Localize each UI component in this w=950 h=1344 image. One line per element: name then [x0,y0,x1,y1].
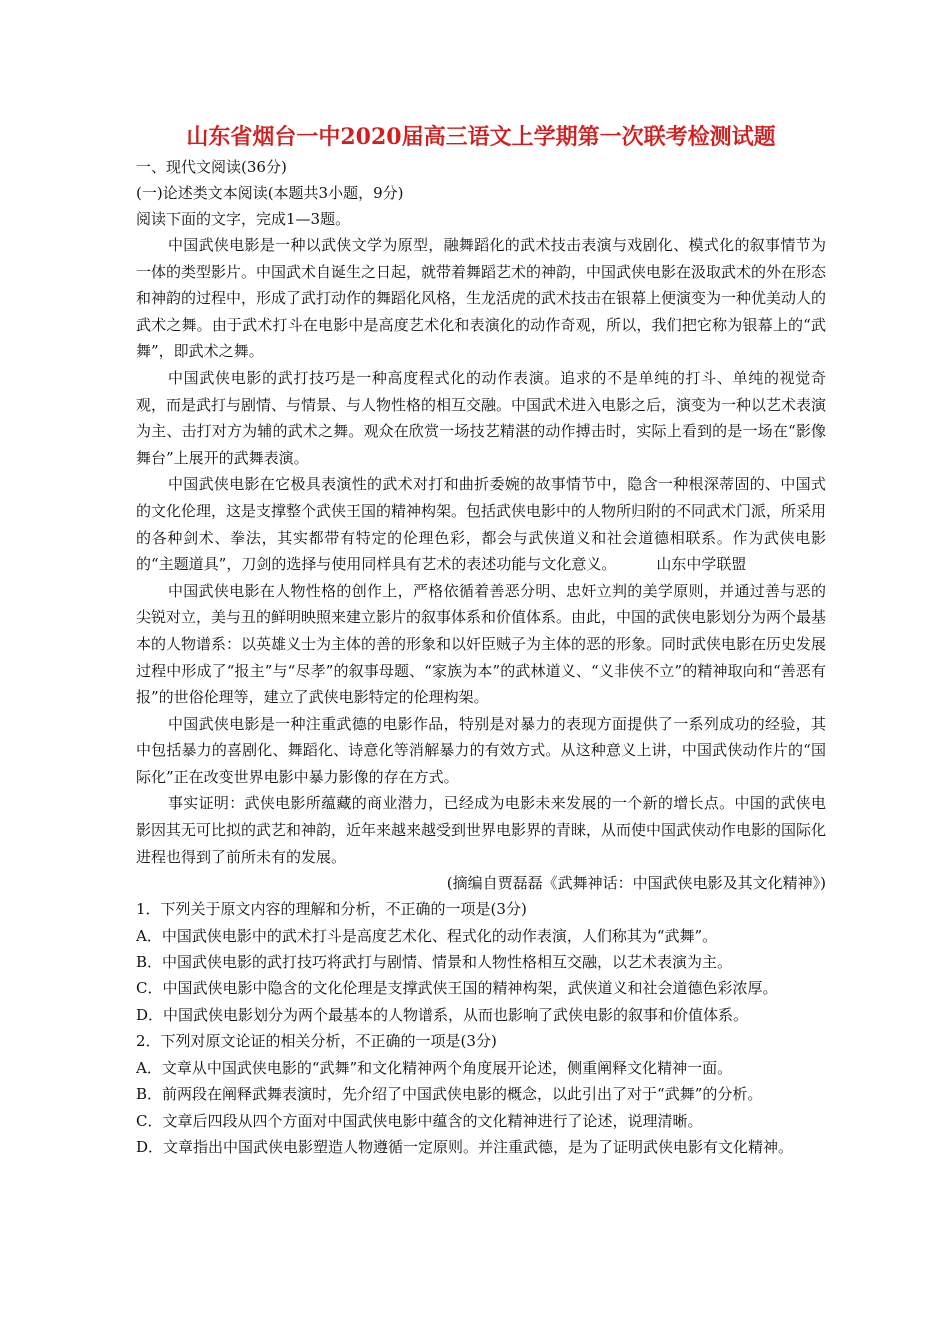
question-1-option-c: C．中国武侠电影中隐含的文化伦理是支撑武侠王国的精神构架，武侠道义和社会道德色彩浓厚。 [136,979,778,998]
question-1-stem: 1．下列关于原文内容的理解和分析，不正确的一项是(3分) [136,900,527,919]
paragraph-3-text: 中国武侠电影在它极具表演性的武术对打和曲折委婉的故事情节中，隐含一种根深蒂固的、中国式的文化伦理，这是支撑整个武侠王国的精神构架。包括武侠电影中的人物所归附的不同武术门派，所采用的各种剑术、拳法，其实都带有特定的伦理色彩，都会与武侠道义和社会道德相联系。作为武侠电影的“主题道具”，刀剑的选择与使用同样具有艺术的表述功能与文化意义。 [136,475,827,574]
question-2-stem: 2．下列对原文论证的相关分析，不正确的一项是(3分) [136,1032,497,1051]
paragraph-5: 中国武侠电影是一种注重武德的电影作品，特别是对暴力的表现方面提供了一系列成功的经验，其中包括暴力的喜剧化、舞蹈化、诗意化等消解暴力的有效方式。从这种意义上讲，中国武侠动作片的“国际化”正在改变世界电影中暴力影像的存在方式。 [136,714,826,786]
document-page [136,122,826,1160]
question-1-option-b: B．中国武侠电影的武打技巧将武打与剧情、情景和人物性格相互交融，以艺术表演为主。 [136,953,733,972]
question-2-option-b: B．前两段在阐释武舞表演时，先介绍了中国武侠电影的概念，以此引出了对于“武舞”的分析。 [136,1085,763,1104]
watermark-text: 山东中学联盟 [656,555,747,574]
reading-instruction: 阅读下面的文字，完成1—3题。 [136,210,351,228]
question-2-option-d: D．文章指出中国武侠电影塑造人物遵循一定原则。并注重武德，是为了证明武侠电影有文化精神。 [136,1137,794,1156]
paragraph-1: 中国武侠电影是一种以武侠文学为原型，融舞蹈化的武术技击表演与戏剧化、模式化的叙事情节为一体的类型影片。中国武术自诞生之日起，就带着舞蹈艺术的神韵，中国武侠电影在汲取武术的外在形态和神韵的过程中，形成了武打动作的舞蹈化风格，生龙活虎的武术技击在银幕上便演变为一种优美动人的武术之舞。由于武术打斗在电影中是高度艺术化和表演化的动作奇观，所以，我们把它称为银幕上的“武舞”，即武术之舞。 [136,236,827,361]
section-heading: 一、现代文阅读(36分) [136,158,287,176]
question-1-option-a: A．中国武侠电影中的武术打斗是高度艺术化、程式化的动作表演，人们称其为“武舞”。 [136,926,718,945]
paragraph-4: 中国武侠电影在人物性格的创作上，严格依循着善恶分明、忠奸立判的美学原则，并通过善与恶的尖锐对立，美与丑的鲜明映照来建立影片的叙事体系和价值体系。由此，中国的武侠电影划分为两个最基本的人物谱系：以英雄义士为主体的善的形象和以奸臣贼子为主体的恶的形象。同时武侠电影在历史发展过程中形成了“报主”与“尽孝”的叙事母题、“家族为本”的武林道义、“义非侠不立”的精神取向和“善恶有报”的世俗伦理等，建立了武侠电影特定的伦理构架。 [136,581,827,707]
document-title: 山东省烟台一中2020届高三语文上学期第一次联考检测试题 [186,124,776,150]
question-2-option-c: C．文章后四段从四个方面对中国武侠电影中蕴含的文化精神进行了论述，说理清晰。 [136,1111,703,1130]
paragraph-2: 中国武侠电影的武打技巧是一种高度程式化的动作表演。追求的不是单纯的打斗、单纯的视觉奇观，而是武打与剧情、与情景、与人物性格的相互交融。中国武术进入电影之后，演变为一种以艺术表演为主、击打对方为辅的武术之舞。观众在欣赏一场技艺精湛的动作搏击时，实际上看到的是一场在“影像舞台”上展开的武舞表演。 [136,368,827,467]
subsection-heading: (一)论述类文本阅读(本题共3小题，9分) [136,184,404,202]
question-2-option-a: A．文章从中国武侠电影的“武舞”和文化精神两个角度展开论述，侧重阐释文化精神一面。 [136,1058,733,1077]
paragraph-3 [136,471,826,577]
source-citation: (摘编自贾磊磊《武舞神话：中国武侠电影及其文化精神》) [446,874,826,893]
paragraph-6: 事实证明：武侠电影所蕴藏的商业潜力，已经成为电影未来发展的一个新的增长点。中国的武侠电影因其无可比拟的武艺和神韵，近年来越来越受到世界电影界的青睐，从而使中国武侠动作电影的国际化进程也得到了前所未有的发展。 [136,794,827,866]
question-1-option-d: D．中国武侠电影划分为两个最基本的人物谱系，从而也影响了武侠电影的叙事和价值体系。 [136,1005,749,1024]
